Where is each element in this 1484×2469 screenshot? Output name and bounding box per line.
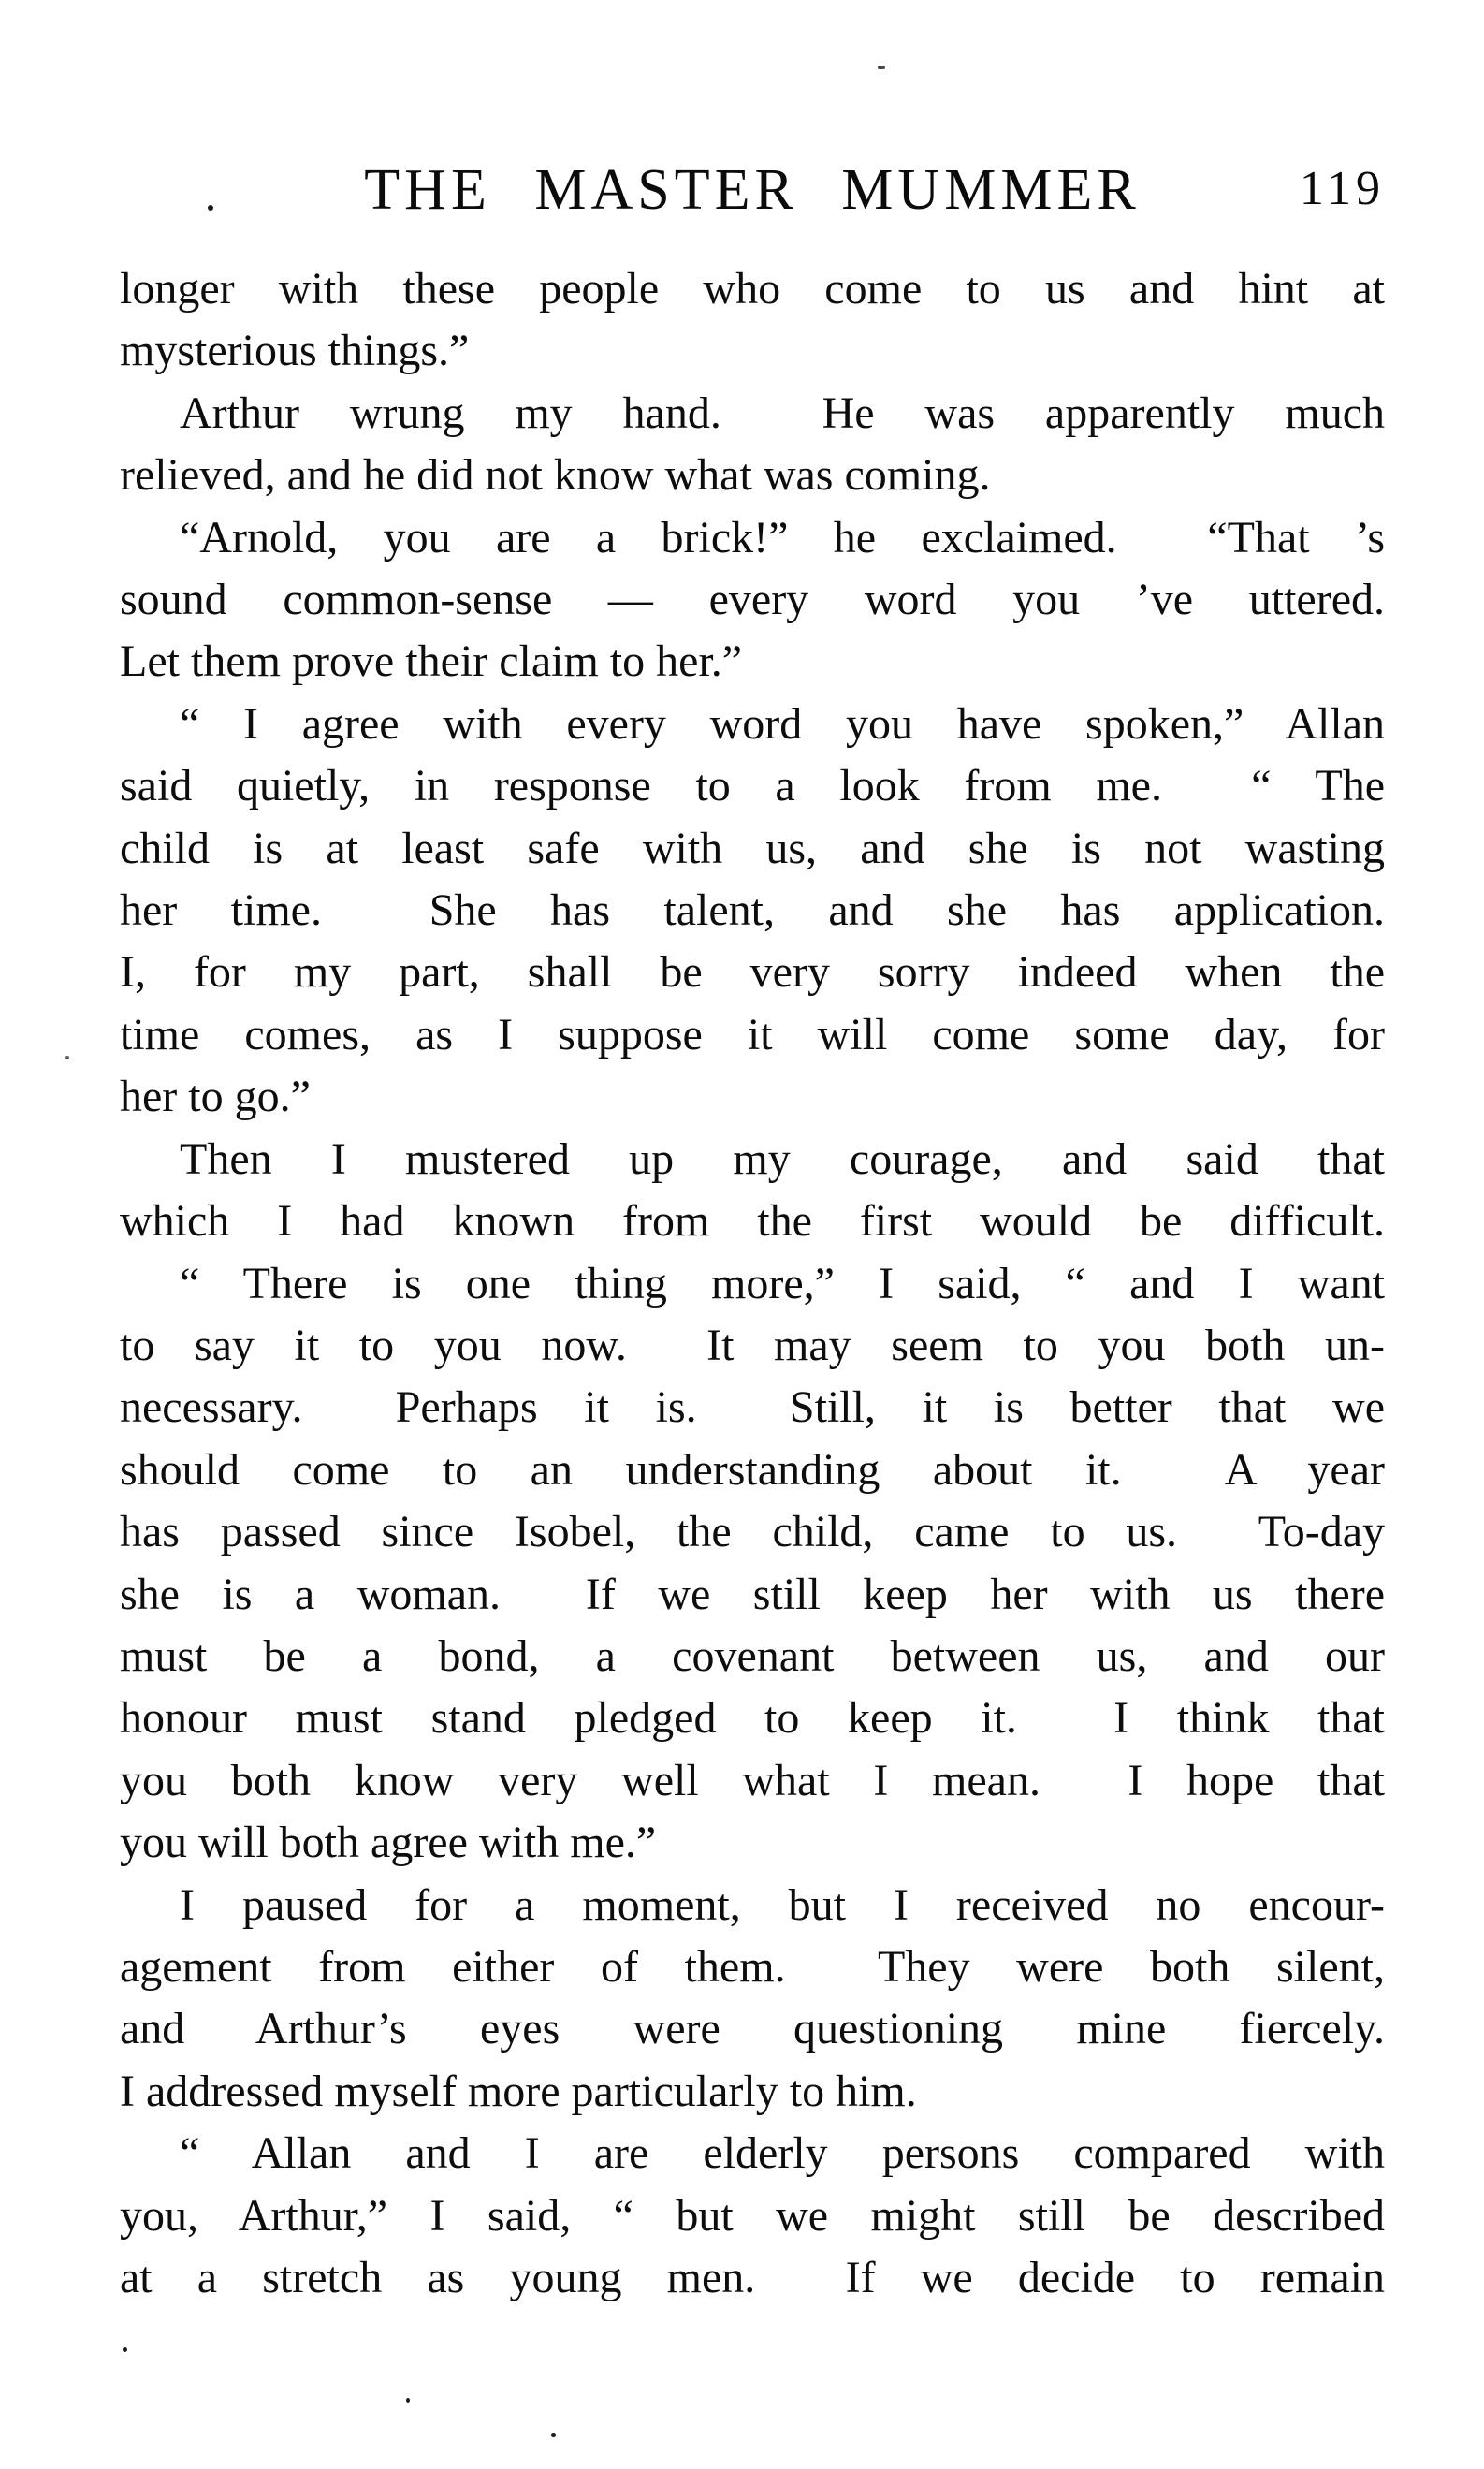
text-line: Then I mustered up my courage, and said that — [180, 1133, 1385, 1184]
page-title: THE MASTER MUMMER — [364, 158, 1141, 222]
text-line: you, Arthur,” I said, “ but we might still be described — [120, 2190, 1385, 2241]
scan-speck — [878, 66, 885, 69]
text-line: has passed since Isobel, the child, came to us. To-day — [120, 1507, 1385, 1557]
scan-speck — [65, 1056, 69, 1059]
text-line: time comes, as I suppose it will come some day, for — [120, 1009, 1385, 1059]
text-line: agement from either of them. They were both silent, — [120, 1941, 1385, 1992]
scan-speck — [551, 2433, 556, 2437]
text-line: should come to an understanding about it. A year — [120, 1444, 1385, 1495]
text-line: “ Allan and I are elderly persons compared with — [180, 2128, 1385, 2179]
text-line: her to go.” — [120, 1072, 311, 1122]
text-line: child is at least safe with us, and she is not wasting — [120, 823, 1385, 873]
text-line: at a stretch as young men. If we decide to remain — [120, 2253, 1385, 2302]
text-line: Arthur wrung my hand. He was apparently much — [180, 387, 1385, 438]
text-line: must be a bond, a covenant between us, and our — [120, 1630, 1385, 1681]
text-line: she is a woman. If we still keep her with us there — [120, 1569, 1385, 1619]
text-line: I paused for a moment, but I received no encour- — [180, 1879, 1385, 1930]
text-line: relieved, and he did not know what was coming. — [120, 450, 991, 501]
text-line: her time. She has talent, and she has application. — [120, 885, 1385, 936]
text-line: you will both agree with me.” — [120, 1818, 657, 1868]
text-line: sound common-sense — every word you ’ve uttered. — [120, 575, 1385, 625]
text-line: “ I agree with every word you have spoken,” Allan — [180, 698, 1385, 749]
text-line: honour must stand pledged to keep it. I think that — [120, 1693, 1385, 1744]
text-line: mysterious things.” — [120, 326, 470, 376]
text-line: Let them prove their claim to her.” — [120, 636, 743, 687]
text-line: I addressed myself more particularly to him. — [120, 2066, 917, 2116]
text-line: said quietly, in response to a look from me. “ The — [120, 761, 1385, 811]
text-line: which I had known from the first would be difficult. — [120, 1196, 1385, 1247]
text-line: longer with these people who come to us and hint at — [120, 264, 1385, 314]
page-lines — [120, 258, 1385, 2309]
text-line: “ There is one thing more,” I said, “ and I want — [180, 1258, 1385, 1308]
text-line: necessary. Perhaps it is. Still, it is better that we — [120, 1382, 1385, 1433]
scan-speck — [208, 205, 213, 211]
text-line: “Arnold, you are a brick!” he exclaimed. “That ’s — [180, 512, 1385, 562]
running-header — [120, 157, 1385, 225]
scan-speck — [406, 2398, 410, 2403]
text-line: you both know very well what I mean. I hope that — [120, 1755, 1385, 1805]
text-line: I, for my part, shall be very sorry indeed when the — [120, 947, 1385, 998]
page-number: 119 — [1299, 162, 1385, 215]
text-line: and Arthur’s eyes were questioning mine fiercely. — [120, 2004, 1385, 2054]
scan-speck — [123, 2347, 127, 2352]
text-line: to say it to you now. It may seem to you both un- — [120, 1320, 1385, 1370]
